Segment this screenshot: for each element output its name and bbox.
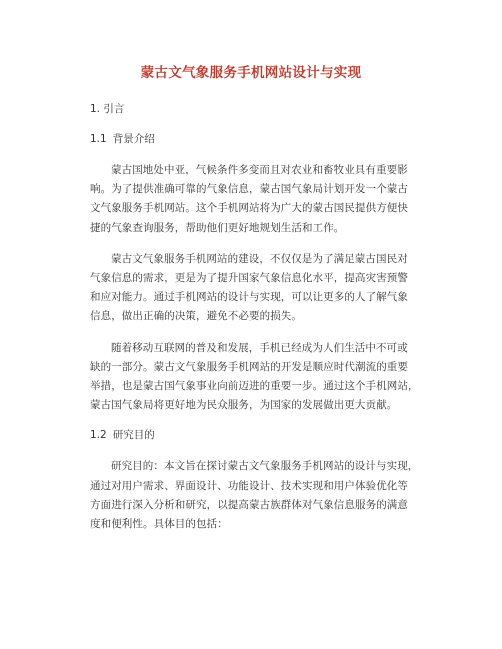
section-heading-1-1 xyxy=(90,131,412,147)
section-heading-1-1-text: 背景介绍 xyxy=(112,133,155,145)
paragraph-line: 通过对用户需求、界面设计、功能设计、技术实现和用户体验优化等 xyxy=(90,479,408,492)
paragraph-line: 捷的气象查询服务，帮助他们更好地规划生活和工作。 xyxy=(90,221,345,234)
document-title: 蒙古文气象服务手机网站设计与实现 xyxy=(140,65,362,81)
paragraph-background-2 xyxy=(90,250,412,327)
section-heading-1-2-number: 1.2 xyxy=(90,429,107,442)
paragraph-background-3 xyxy=(90,339,419,416)
paragraph-background-1 xyxy=(90,161,412,238)
paragraph-line: 蒙古国气象局将更好地为民众服务，为国家的发展做出更大贡献。 xyxy=(90,399,398,412)
paragraph-line: 蒙古文气象服务手机网站的建设，不仅仅是为了满足蒙古国民对 xyxy=(111,252,408,265)
paragraph-line: 响。为了提供准确可靠的气象信息，蒙古国气象局计划开发一个蒙古 xyxy=(90,183,408,196)
paragraph-line: 蒙古国地处中亚，气候条件多变而且对农业和畜牧业具有重要影 xyxy=(111,164,408,176)
paragraph-line: 气象信息的需求，更是为了提升国家气象信息化水平，提高灾害预警 xyxy=(90,272,408,285)
paragraph-line: 方面进行深入分析和研究，以提高蒙古族群体对气象信息服务的满意 xyxy=(90,498,408,511)
paragraph-line: 随着移动互联网的普及和发展，手机已经成为人们生活中不可或 xyxy=(111,341,408,354)
paragraph-line: 举措，也是蒙古国气象事业向前迈进的重要一步。通过这个手机网站， xyxy=(90,380,419,393)
paragraph-purpose-1 xyxy=(90,457,419,534)
paragraph-line: 文气象服务手机网站。这个手机网站将为广大的蒙古国民提供方便快 xyxy=(90,202,408,215)
section-heading-1-2-text: 研究目的 xyxy=(112,429,155,442)
paragraph-line: 研究目的：本文旨在探讨蒙古文气象服务手机网站的设计与实现， xyxy=(111,460,419,473)
section-heading-1 xyxy=(90,101,412,117)
section-heading-1-text: 1. 引言 xyxy=(90,103,125,115)
paragraph-line: 缺的一部分。蒙古文气象服务手机网站的开发是顺应时代潮流的重要 xyxy=(90,360,408,373)
paragraph-line: 和应对能力。通过手机网站的设计与实现，可以让更多的人了解气象 xyxy=(90,291,408,304)
paragraph-line: 信息，做出正确的决策，避免不必要的损失。 xyxy=(90,310,302,323)
section-heading-1-2 xyxy=(90,427,412,443)
section-heading-1-1-number: 1.1 xyxy=(90,133,107,145)
paragraph-line: 度和便利性。具体目的包括： xyxy=(90,518,228,531)
